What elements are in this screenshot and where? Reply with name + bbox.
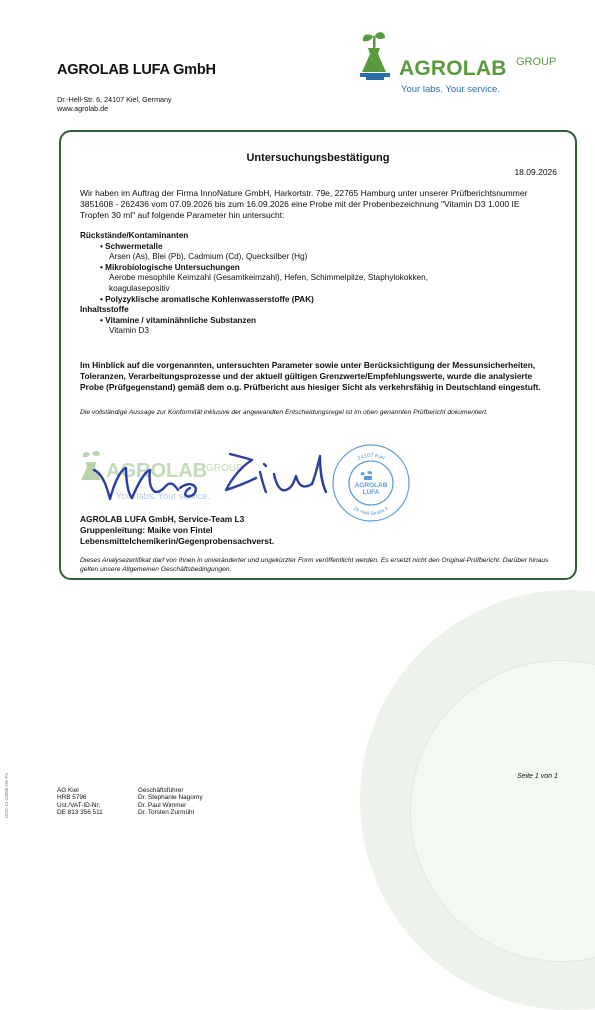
section-heading-ingredients: Inhaltsstoffe <box>80 305 129 315</box>
footer-registration <box>57 787 103 817</box>
footer-line: Dr. Paul Wimmer <box>138 801 187 809</box>
footer-line: Geschäftsführer <box>138 787 184 794</box>
stamp-name-line2: LUFA <box>362 489 380 496</box>
list-item-heavy-metals: • Schwermetalle <box>100 242 550 253</box>
svg-text:Your labs. Your service.: Your labs. Your service. <box>116 491 210 501</box>
signer-title: Lebensmittelchemikerin/Gegenprobensachverst. <box>80 536 275 546</box>
stamp-top-text: 24107 Kiel <box>356 452 386 462</box>
document-title: Untersuchungsbestätigung <box>246 152 390 164</box>
footer-line: HRB 5796 <box>57 794 87 802</box>
footer-line: AG Kiel <box>57 787 79 794</box>
list-item-pah: • Polyzyklische aromatische Kohlenwasserstoffe (PAK) <box>100 295 550 306</box>
company-address <box>57 96 172 113</box>
stamp-bottom-text: Dr.-Hell-Straße 6 <box>352 505 390 518</box>
confirmation-card <box>59 130 577 580</box>
plant-flask-logo-icon <box>358 30 402 82</box>
svg-text:GROUP: GROUP <box>206 463 243 474</box>
document-code: DOC-12-24808-DE-P1 <box>4 772 9 818</box>
list-item-detail: koagulasepositiv <box>109 283 170 293</box>
footer-line: DE 813 356 511 <box>57 809 103 817</box>
list-item-detail: Arsen (As), Blei (Pb), Cadmium (Cd), Quecksilber (Hg) <box>109 252 308 262</box>
signer-team: AGROLAB LUFA GmbH, Service-Team L3 <box>80 514 245 524</box>
logo-group-label: GROUP <box>516 56 557 68</box>
svg-text:AGROLAB: AGROLAB <box>106 460 208 482</box>
page-number: Seite 1 von 1 <box>517 773 558 780</box>
list-item-microbiology: • Mikrobiologische Untersuchungen <box>100 263 550 274</box>
parameter-list <box>80 231 550 337</box>
conformity-note: Die vollständige Aussage zur Konformität inklusive der angewandten Entscheidungsregel ist im oben genannten Prüfbericht dokumentiert. <box>80 409 488 416</box>
signer-block <box>80 514 274 547</box>
list-item-vitamins: • Vitamine / vitaminähnliche Substanzen <box>100 316 550 327</box>
agrolab-logo <box>358 30 568 102</box>
svg-text:Dr.-Hell-Straße 6 <box>352 506 389 517</box>
stamp-name-line1: AGROLAB <box>354 482 388 489</box>
footer-line: Dr. Stephanie Nagorny <box>138 794 203 802</box>
footer-line: Dr. Torsten Zurmühl <box>138 809 194 817</box>
footer-management <box>138 787 203 817</box>
intro-paragraph: Wir haben im Auftrag der Firma InnoNature GmbH, Harkortstr. 79e, 22765 Hamburg unter unserer Prüfberichtsnummer 3851608 - 262436 vom 07.09.2026 bis zum 16.09.2026 eine Probe mit der Probenbezeichnung "Vitamin D3 1.000 IE Tropfen 30 ml" auf folgende Parameter hin untersucht: <box>80 188 528 220</box>
logo-wordmark: AGROLAB <box>399 57 507 80</box>
address-line: Dr.-Hell-Str. 6, 24107 Kiel, Germany <box>57 95 172 104</box>
website-link[interactable]: www.agrolab.de <box>57 103 109 113</box>
handwritten-signature <box>80 444 340 514</box>
list-item-detail: Vitamin D3 <box>109 326 149 336</box>
company-name: AGROLAB LUFA GmbH <box>57 62 216 78</box>
company-stamp <box>331 443 411 523</box>
signature-area <box>80 444 340 514</box>
disclaimer-note: Dieses Analysezertifikat darf von Ihnen in unveränderter und ungekürzter Form veröffentlicht werden. Es ersetzt nicht den Original-Prüfbericht. Darüber hinaus gelten unsere Allgemeinen Geschäftsbedingungen. <box>80 557 549 573</box>
document-date: 18.09.2026 <box>514 167 557 177</box>
list-item-detail: Aerobe mesophile Keimzahl (Gesamtkeimzahl), Hefen, Schimmelpilze, Staphylokokken, <box>109 273 428 283</box>
section-heading-residues: Rückstände/Kontaminanten <box>80 231 189 240</box>
logo-slogan: Your labs. Your service. <box>401 84 500 95</box>
conclusion-paragraph: Im Hinblick auf die vorgenannten, untersuchten Parameter sowie unter Berücksichtigung der Messunsicherheiten, Toleranzen, Verarbeitungsprozesse und der aktuell gültigen Grenzwerte/Empfehlungswerte, wurde die analysierte Probe (Prüfgegenstand) gemäß dem o.g. Prüfbericht aus hiesiger Sicht als verkehrsfähig in Deutschland eingestuft. <box>80 360 541 392</box>
signer-name: Gruppenleitung: Maike von Fintel <box>80 525 213 535</box>
footer-line: Ust./VAT-ID-Nr: <box>57 801 101 809</box>
